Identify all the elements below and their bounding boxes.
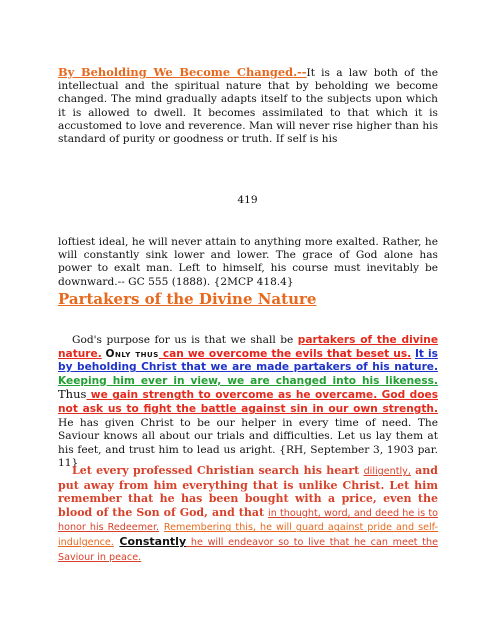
highlight-constantly: Constantly <box>119 534 187 548</box>
highlight-only-thus: Only thus <box>105 347 159 360</box>
text-segment: Let every professed Christian search his heart <box>72 464 364 477</box>
highlight-guard-pride: Remembering this, he will guard against pride and self-indulgence. <box>58 522 438 548</box>
paragraph-continuation: loftiest ideal, he will never attain to anything more exalted. Rather, he will constantly sink lower and lower. The grace of God alone has power to exalt man. Left to himself, his course must inevitably be downward.-- GC 555 (1888). {2MCP 418.4} <box>58 236 438 288</box>
highlight-meet-saviour: he will endeavor so to live that he can meet the Saviour in peace. <box>58 536 438 563</box>
highlight-honor-redeemer: in thought, word, and deed he is to honor his Redeemer. <box>58 507 438 534</box>
word-thus: Thus <box>58 387 87 402</box>
highlight-diligently: diligently, <box>363 466 411 477</box>
text-segment: and put away from him everything that is unlike Christ. Let him remember that he has been bought with a price, even the blood of the Son of God, and that <box>58 464 438 519</box>
highlight-beholding-christ: It is by beholding Christ that we are made partakers of his nature. <box>58 347 438 374</box>
section-heading: Partakers of the Divine Nature <box>58 290 317 308</box>
paragraph-professed-christian <box>58 464 438 564</box>
paragraph-beholding <box>58 66 438 146</box>
highlight-gain-strength: we gain strength to overcome as he overcame. God does not ask us to fight the battle against sin in our own strength. <box>58 389 438 415</box>
paragraph-divine-nature <box>58 334 438 471</box>
page-number: 419 <box>237 194 258 206</box>
highlight-partakers: partakers of the divine nature. <box>58 334 438 360</box>
text-segment: God's purpose for us is that we shall be <box>72 334 298 346</box>
highlight-keeping-him: Keeping him ever in view, we are changed into his likeness. <box>58 374 438 387</box>
paragraph-beholding-body: It is a law both of the intellectual and the spiritual nature that by beholding we become changed. The mind gradually adapts itself to the subjects upon which it is allowed to dwell. It becomes assimilated to that which it is accustomed to love and reverence. Man will never rise higher than his standard of purity or goodness or truth. If self is his <box>58 67 438 146</box>
text-segment: He has given Christ to be our helper in every time of need. The Saviour knows all about our trials and difficulties. Let us lay them at his feet, and trust him to lead us aright. {RH, September 3, 1903 par. 11} <box>58 416 438 470</box>
inline-heading-beholding: By Beholding We Become Changed.-- <box>58 65 307 79</box>
highlight-overcome-evils: can we overcome the evils that beset us. <box>158 347 412 360</box>
